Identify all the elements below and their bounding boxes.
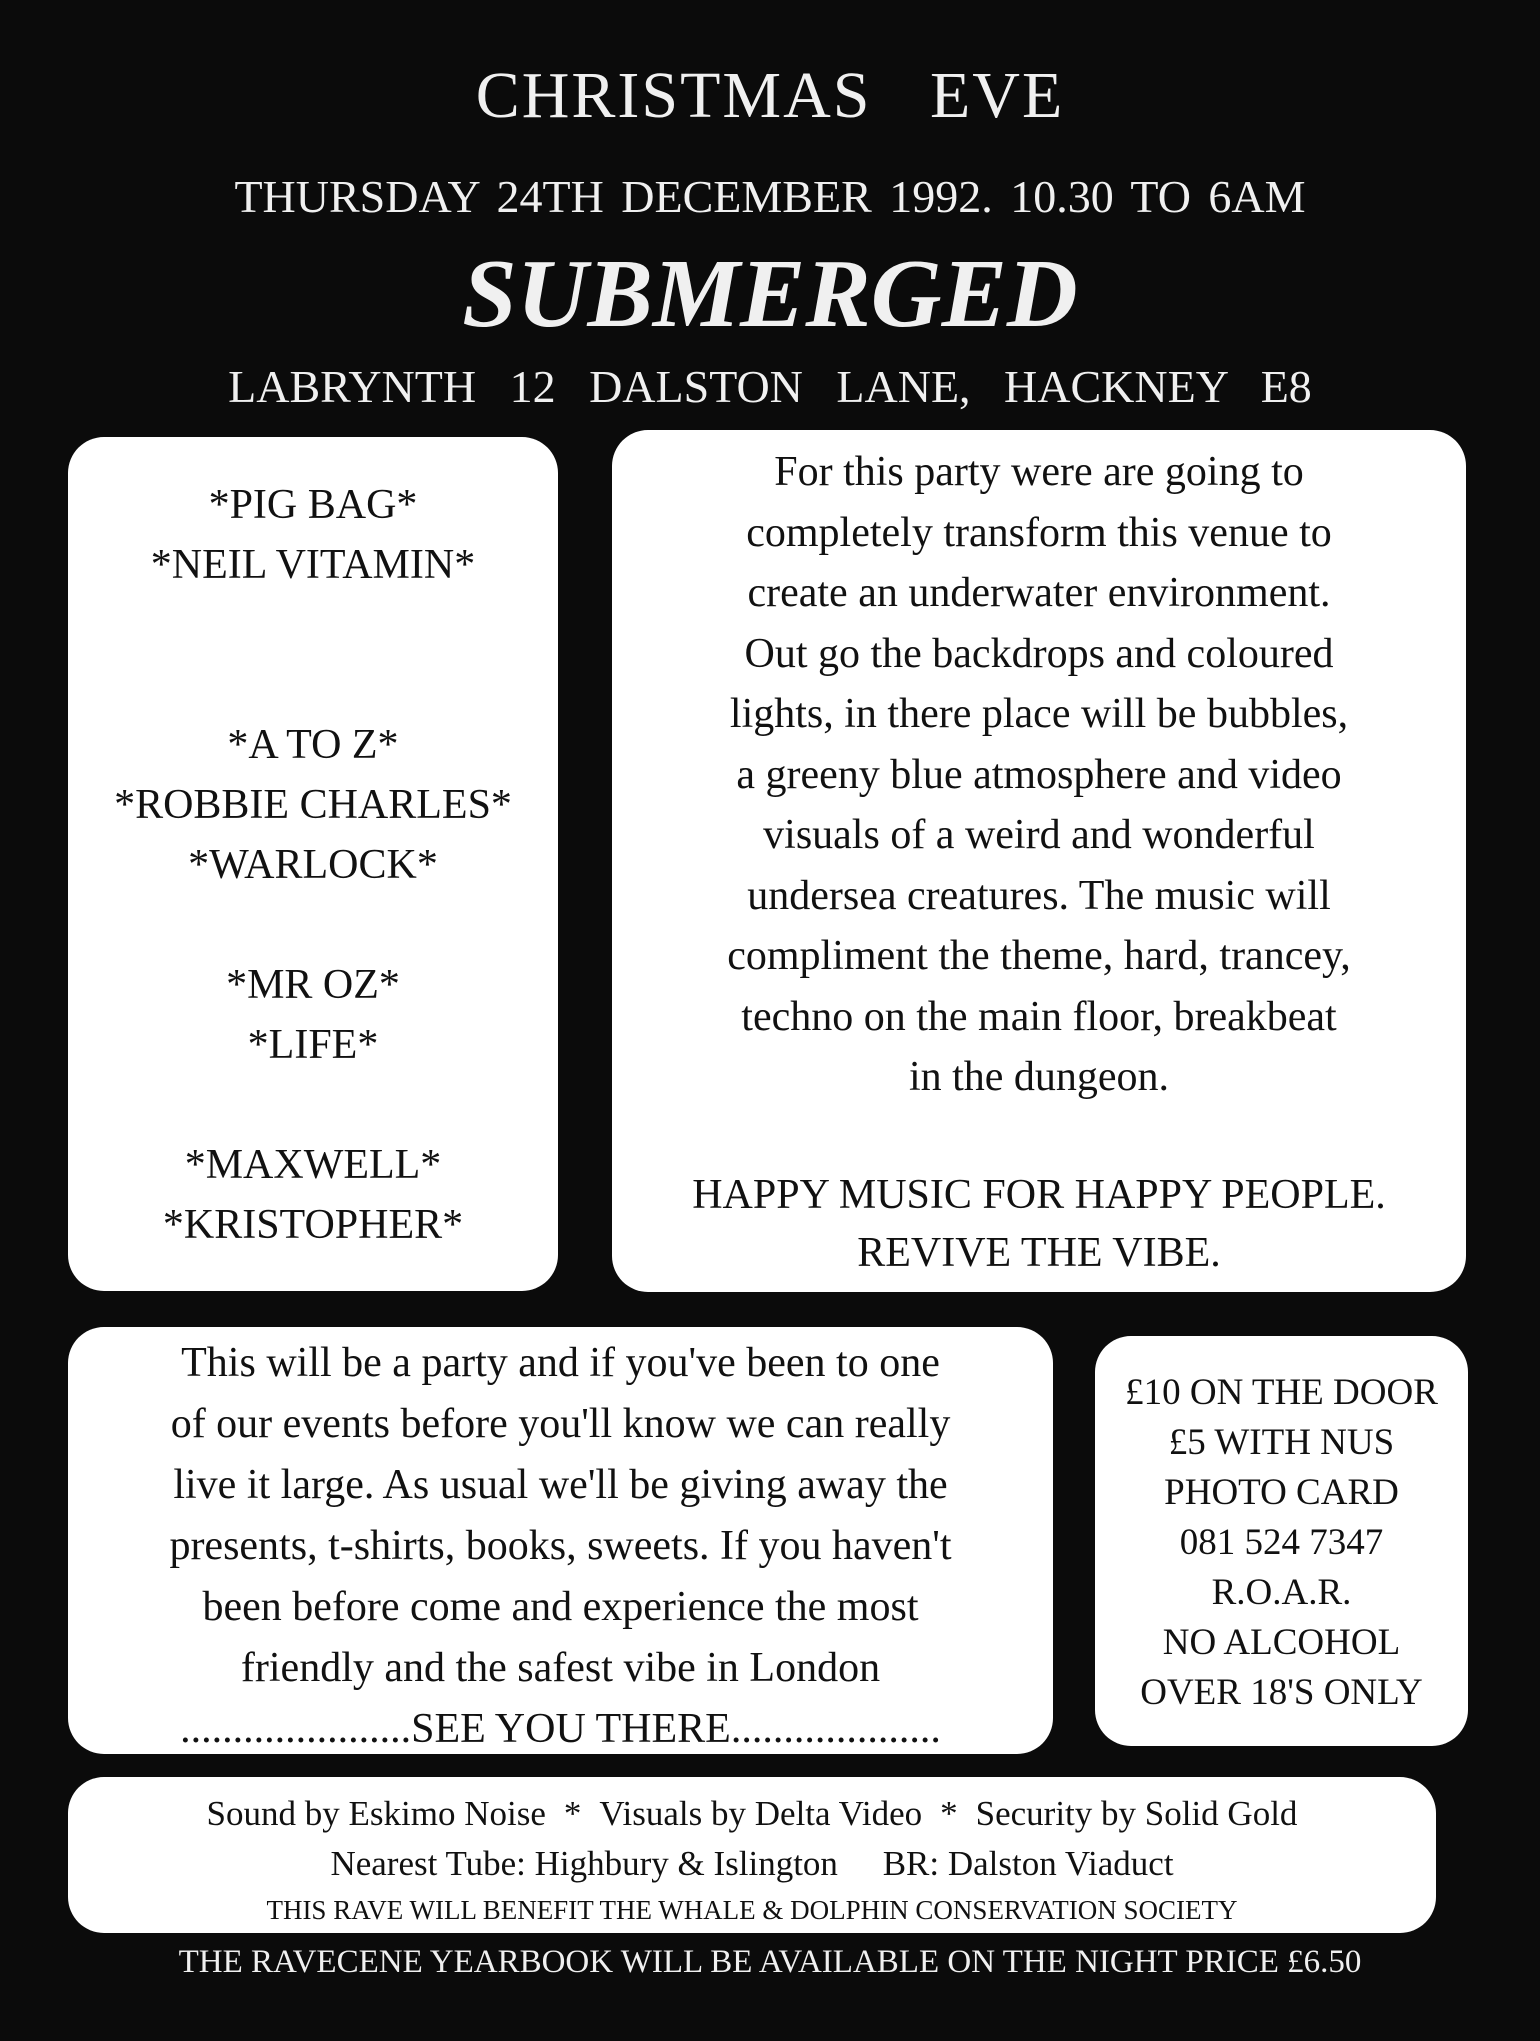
description-line: a greeny blue atmosphere and video [736, 751, 1342, 798]
dj-name: *PIG BAG* [208, 482, 418, 528]
dj-name: *A TO Z* [227, 722, 399, 768]
sound-credit: Sound by Eskimo Noise [206, 1794, 546, 1833]
security-credit: Security by Solid Gold [975, 1794, 1298, 1833]
lineup-group [68, 715, 558, 895]
separator: * [940, 1794, 958, 1833]
alcohol-notice: NO ALCOHOL [1162, 1622, 1401, 1663]
nus-price-cont: PHOTO CARD [1164, 1472, 1399, 1513]
nearest-rail: BR: Dalston Viaduct [882, 1844, 1174, 1883]
description-line: compliment the theme, hard, trancey, [727, 933, 1351, 979]
dj-name: *ROBBIE CHARLES* [114, 782, 512, 828]
transport-line [68, 1839, 1436, 1889]
lineup-panel [68, 437, 558, 1291]
party-info-line: been before come and experience the most [202, 1584, 919, 1630]
event-title: CHRISTMAS EVE [475, 59, 1065, 132]
dj-name: *MR OZ* [226, 962, 400, 1008]
age-notice: OVER 18'S ONLY [1140, 1672, 1423, 1713]
dj-name: *WARLOCK* [188, 842, 438, 888]
dj-name: *MAXWELL* [184, 1142, 442, 1188]
phone-number: 081 524 7347 [1179, 1522, 1384, 1563]
lineup-group [68, 955, 558, 1075]
slogan-line: REVIVE THE VIBE. [857, 1229, 1221, 1276]
event-venue: LABRYNTH 12 DALSTON LANE, HACKNEY E8 [228, 361, 1312, 412]
dj-name: *KRISTOPHER* [162, 1202, 464, 1248]
description-line: Out go the backdrops and coloured [744, 630, 1334, 677]
lineup-group [68, 1135, 558, 1255]
description-line: techno on the main floor, breakbeat [741, 993, 1337, 1040]
party-info-line: of our events before you'll know we can really [170, 1401, 951, 1447]
nearest-tube: Nearest Tube: Highbury & Islington [330, 1844, 838, 1883]
dj-name: *LIFE* [247, 1022, 379, 1068]
description-line: For this party were are going to [774, 449, 1304, 495]
party-info-line: This will be a party and if you've been to one [181, 1340, 940, 1386]
see-you-there-line: ......................SEE YOU THERE.................... [180, 1706, 941, 1752]
description-line: undersea creatures. The music will [747, 872, 1331, 919]
party-info-line: live it large. As usual we'll be giving away the [173, 1462, 948, 1508]
description-line: lights, in there place will be bubbles, [729, 691, 1349, 737]
organiser: R.O.A.R. [1211, 1572, 1352, 1613]
yearbook-notice: THE RAVECENE YEARBOOK WILL BE AVAILABLE ON THE NIGHT PRICE £6.50 [178, 1944, 1362, 1980]
slogan [612, 1166, 1466, 1282]
party-info-line: presents, t-shirts, books, sweets. If you haven't [169, 1523, 952, 1569]
event-name: SUBMERGED [462, 240, 1078, 348]
description-panel [612, 430, 1466, 1292]
door-info-panel [1095, 1336, 1468, 1746]
description-line: in the dungeon. [908, 1054, 1170, 1100]
event-date: THURSDAY 24TH DECEMBER 1992. 10.30 TO 6AM [234, 171, 1306, 222]
credits-panel [68, 1777, 1436, 1933]
nus-price: £5 WITH NUS [1168, 1422, 1395, 1463]
visuals-credit: Visuals by Delta Video [599, 1794, 923, 1833]
description-line: create an underwater environment. [747, 570, 1331, 616]
separator: * [563, 1794, 582, 1833]
dj-name: *NEIL VITAMIN* [150, 542, 476, 588]
party-info-panel [68, 1327, 1053, 1754]
credits-line [68, 1789, 1436, 1839]
description-line: completely transform this venue to [746, 509, 1332, 556]
charity-notice: THIS RAVE WILL BENEFIT THE WHALE & DOLPHIN CONSERVATION SOCIETY [266, 1895, 1238, 1925]
party-info-line: friendly and the safest vibe in London [240, 1645, 881, 1691]
description-line: visuals of a weird and wonderful [763, 812, 1315, 858]
slogan-line: HAPPY MUSIC FOR HAPPY PEOPLE. [692, 1171, 1386, 1218]
door-price: £10 ON THE DOOR [1125, 1372, 1438, 1413]
lineup-group [68, 475, 558, 595]
